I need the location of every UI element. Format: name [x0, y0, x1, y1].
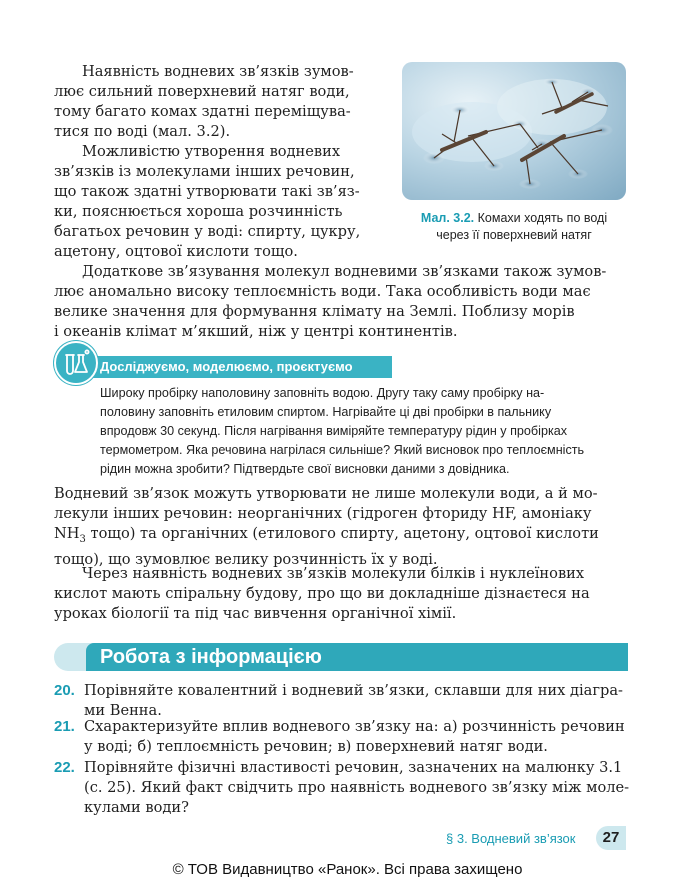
question-text	[84, 717, 630, 757]
text-line: лює аномально високу теплоємність води. Така особливість води має	[54, 283, 591, 300]
flask-icon	[56, 343, 96, 383]
research-badge	[54, 341, 98, 385]
research-text	[100, 384, 630, 479]
text-line: Широку пробірку наполовину заповніть водою. Другу таку саму пробірку на-	[100, 386, 545, 400]
text-line: тому багато комах здатні переміщува-	[54, 103, 351, 120]
text-line: велике значення для формування клімату на Землі. Поблизу морів	[54, 303, 575, 320]
text-line: впродовж 30 секунд. Після нагрівання виміряйте температуру рідин у пробірках	[100, 424, 568, 438]
text-line: лює сильний поверхневий натяг води,	[54, 83, 350, 100]
insects-illustration	[402, 62, 626, 200]
question-text	[84, 758, 630, 818]
copyright-notice: © ТОВ Видавництво «Ранок». Всі права захищено	[172, 861, 523, 878]
text-line: Порівняйте ковалентний і водневий зв’язки, склавши для них діагра-	[84, 682, 623, 699]
text-line: термометром. Яка речовина нагрілася сильніше? Який висновок про теплоємність	[100, 443, 585, 457]
section-title: Робота з інформацією	[100, 646, 322, 668]
text-line: Водневий зв’язок можуть утворювати не лише молекули води, а й мо-	[54, 485, 598, 502]
text-line: Можливістю утворення водневих	[82, 143, 341, 160]
hydrogen-bond-paragraph	[54, 484, 628, 570]
text-line: у воді; б) теплоємність речовин; в) поверхневий натяг води.	[84, 738, 548, 755]
text-line: рідин можна зробити? Підтвердьте свої висновки даними з довідника.	[100, 462, 510, 476]
caption-line: Комахи ходять по воді	[477, 211, 608, 225]
text-line: лекули інших речовин: неорганічних (гідроген фториду HF, амоніаку	[54, 505, 592, 522]
text-line: тощо), що зумовлює велику розчинність їх у воді.	[54, 550, 438, 568]
intro-paragraph	[54, 62, 374, 142]
text-line: тися по воді (мал. 3.2).	[54, 123, 231, 140]
research-title: Досліджуємо, моделюємо, проєктуємо	[100, 359, 353, 374]
proteins-paragraph	[54, 564, 628, 624]
text-line: Порівняйте фізичні властивості речовин, зазначених на малюнку 3.1	[84, 759, 623, 776]
question-text	[84, 681, 630, 721]
figure-caption	[396, 210, 632, 244]
text-line: зв’язків із молекулами інших речовин,	[54, 163, 355, 180]
text-line: кулами води?	[84, 799, 189, 816]
text-fragment: тощо) та органічних (етилового спирту, ацетону, оцтової кислоти	[85, 525, 599, 542]
page-number: 27	[596, 826, 626, 850]
question-number: 21.	[54, 718, 75, 735]
formula-subscript: 3	[79, 533, 86, 545]
text-line: багатьох речовин у воді: спирту, цукру,	[54, 223, 361, 240]
footer-section-ref: § 3. Водневий зв’язок	[446, 831, 576, 846]
text-line: половину заповніть етиловим спиртом. Нагрівайте ці дві пробірки в пальнику	[100, 405, 552, 419]
water-striders-photo	[402, 62, 626, 200]
text-line	[54, 524, 628, 550]
text-line: кислот мають спіральну будову, про що ви докладніше дізнаєтеся на	[54, 585, 590, 602]
text-line: ми Венна.	[84, 702, 162, 719]
text-line: ацетону, оцтової кислоти тощо.	[54, 243, 298, 260]
text-line: і океанів клімат м’якший, ніж у центрі континентів.	[54, 323, 458, 340]
formula-nh3: NH	[54, 525, 80, 542]
text-line: ки, пояснюється хороша розчинність	[54, 203, 343, 220]
question-number: 22.	[54, 759, 75, 776]
text-line: Наявність водневих зв’язків зумов-	[82, 63, 354, 80]
heat-capacity-paragraph	[54, 262, 628, 342]
figure-label: Мал. 3.2.	[420, 211, 475, 225]
text-line: (с. 25). Який факт свідчить про наявність водневого зв’язку між моле-	[84, 779, 630, 796]
text-line: що також здатні утворювати такі зв’яз-	[54, 183, 360, 200]
text-line: Схарактеризуйте вплив водневого зв’язку на: а) розчинність речовин	[84, 718, 625, 735]
question-number: 20.	[54, 682, 75, 699]
caption-line: через її поверхневий натяг	[436, 228, 592, 242]
solubility-paragraph	[54, 142, 374, 262]
text-line: Додаткове зв’язування молекул водневими зв’язками також зумов-	[82, 263, 607, 280]
text-line: Через наявність водневих зв’язків молекули білків і нуклеїнових	[82, 565, 585, 582]
text-line: уроках біології та під час вивчення органічної хімії.	[54, 605, 457, 622]
